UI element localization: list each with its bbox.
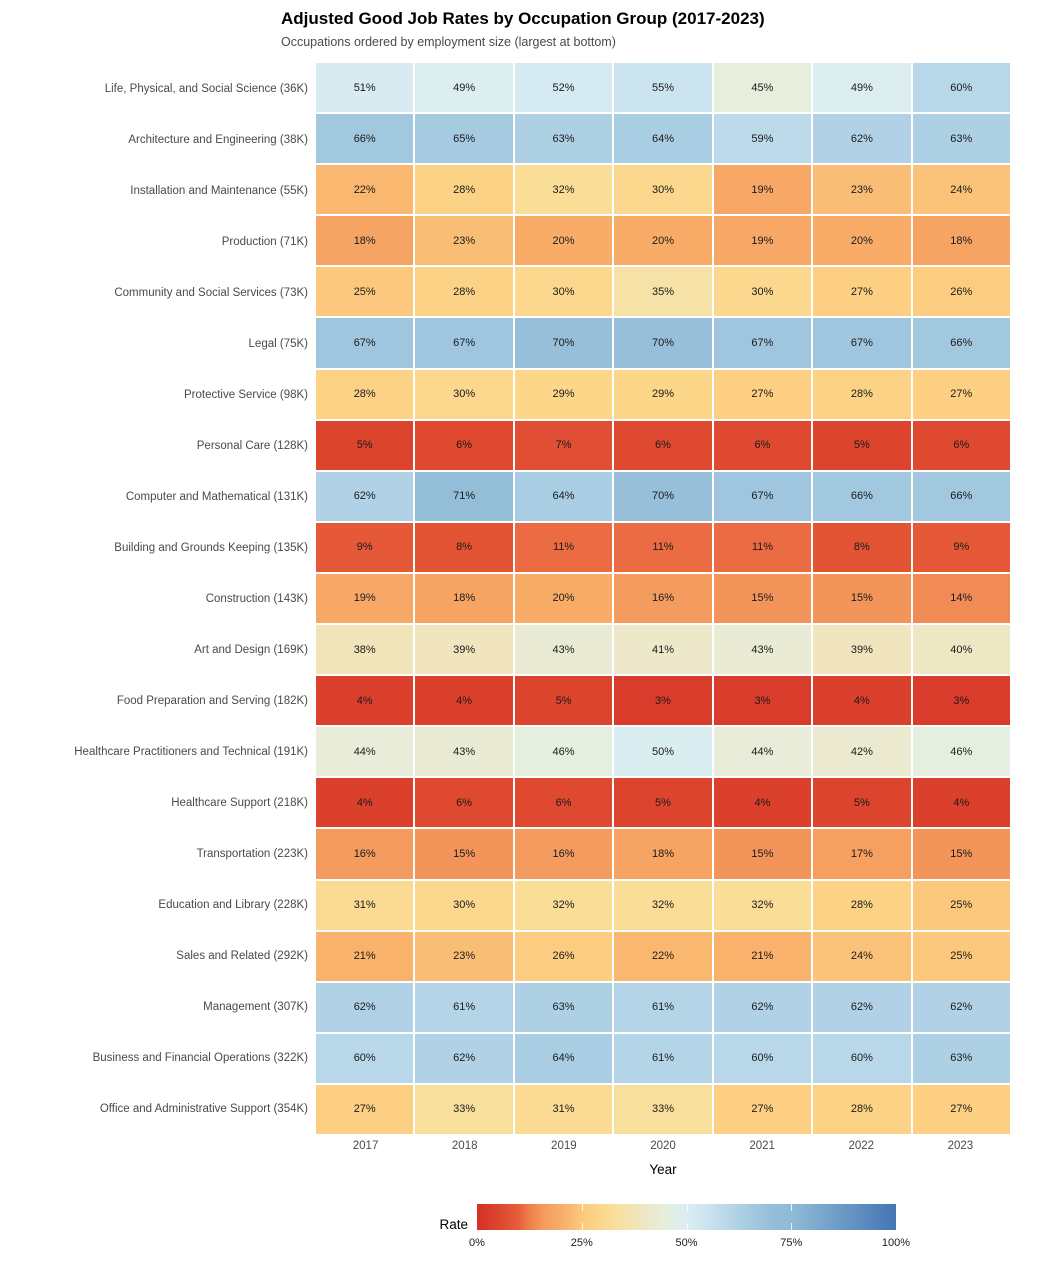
legend-tickmark — [791, 1204, 792, 1211]
heatmap-cell: 32% — [515, 165, 612, 214]
heatmap-cell: 44% — [316, 727, 413, 776]
heatmap-cell: 15% — [714, 574, 811, 623]
heatmap-cell: 15% — [415, 829, 512, 878]
heatmap-cell: 42% — [813, 727, 910, 776]
heatmap-cell: 44% — [714, 727, 811, 776]
heatmap-cell: 49% — [813, 63, 910, 112]
heatmap-cell: 31% — [316, 881, 413, 930]
heatmap-cell: 8% — [415, 523, 512, 572]
heatmap-cell: 16% — [515, 829, 612, 878]
heatmap-cell: 4% — [714, 778, 811, 827]
row-label: Management (307K) — [203, 1000, 308, 1013]
heatmap-cell: 62% — [316, 472, 413, 521]
heatmap-cell: 6% — [415, 421, 512, 470]
heatmap-cell: 43% — [515, 625, 612, 674]
row-label: Building and Grounds Keeping (135K) — [114, 541, 308, 554]
heatmap-cell: 17% — [813, 829, 910, 878]
heatmap-cell: 3% — [614, 676, 711, 725]
heatmap-cell: 52% — [515, 63, 612, 112]
heatmap-cell: 4% — [316, 676, 413, 725]
heatmap-cell: 18% — [614, 829, 711, 878]
heatmap-cell: 66% — [316, 114, 413, 163]
row-label: Legal (75K) — [248, 337, 308, 350]
row-label: Office and Administrative Support (354K) — [99, 1102, 308, 1115]
heatmap-cell: 67% — [813, 318, 910, 367]
heatmap-cell: 70% — [515, 318, 612, 367]
x-tick-label: 2023 — [947, 1140, 974, 1152]
heatmap-cell: 33% — [415, 1085, 512, 1134]
row-label: Community and Social Services (73K) — [114, 286, 308, 299]
heatmap-cell: 14% — [913, 574, 1010, 623]
heatmap-cell: 5% — [316, 421, 413, 470]
legend-tick-label: 25% — [570, 1237, 593, 1249]
x-tick-label: 2018 — [451, 1140, 478, 1152]
heatmap-cell: 18% — [316, 216, 413, 265]
heatmap-cell: 19% — [316, 574, 413, 623]
heatmap-cell: 38% — [316, 625, 413, 674]
heatmap-cell: 67% — [316, 318, 413, 367]
x-tick-label: 2022 — [848, 1140, 875, 1152]
heatmap-cell: 61% — [614, 983, 711, 1032]
heatmap-cell: 39% — [415, 625, 512, 674]
heatmap-cell: 39% — [813, 625, 910, 674]
heatmap-cell: 46% — [913, 727, 1010, 776]
heatmap-cell: 27% — [316, 1085, 413, 1134]
heatmap-cell: 20% — [614, 216, 711, 265]
heatmap-cell: 67% — [415, 318, 512, 367]
heatmap-cell: 71% — [415, 472, 512, 521]
heatmap-cell: 16% — [614, 574, 711, 623]
row-label: Art and Design (169K) — [194, 643, 308, 656]
heatmap-cell: 20% — [515, 574, 612, 623]
heatmap-cell: 16% — [316, 829, 413, 878]
heatmap-cell: 64% — [614, 114, 711, 163]
heatmap-cell: 5% — [614, 778, 711, 827]
heatmap-cell: 6% — [614, 421, 711, 470]
heatmap-cell: 32% — [614, 881, 711, 930]
heatmap-cell: 61% — [614, 1034, 711, 1083]
heatmap-cell: 66% — [813, 472, 910, 521]
legend-tick-label: 100% — [881, 1237, 911, 1249]
row-label: Education and Library (228K) — [158, 898, 308, 911]
heatmap-cell: 11% — [714, 523, 811, 572]
heatmap-cell: 59% — [714, 114, 811, 163]
heatmap-cell: 28% — [415, 267, 512, 316]
row-label: Transportation (223K) — [196, 847, 308, 860]
heatmap-cell: 15% — [913, 829, 1010, 878]
heatmap-cell: 4% — [813, 676, 910, 725]
legend-tickmark — [582, 1223, 583, 1230]
heatmap-cell: 66% — [913, 318, 1010, 367]
heatmap-cell: 62% — [415, 1034, 512, 1083]
heatmap-cell: 9% — [913, 523, 1010, 572]
heatmap-cell: 41% — [614, 625, 711, 674]
heatmap-cell: 25% — [913, 881, 1010, 930]
legend-title: Rate — [439, 1217, 468, 1232]
heatmap-cell: 5% — [813, 421, 910, 470]
heatmap-cell: 32% — [714, 881, 811, 930]
heatmap-cell: 62% — [813, 983, 910, 1032]
heatmap-cell: 64% — [515, 472, 612, 521]
heatmap-cell: 63% — [515, 114, 612, 163]
heatmap-cell: 67% — [714, 472, 811, 521]
heatmap-cell: 60% — [913, 63, 1010, 112]
heatmap-cell: 27% — [714, 370, 811, 419]
heatmap-cell: 4% — [913, 778, 1010, 827]
heatmap-cell: 21% — [714, 932, 811, 981]
heatmap-cell: 27% — [913, 1085, 1010, 1134]
row-label: Installation and Maintenance (55K) — [130, 184, 308, 197]
heatmap-cell: 46% — [515, 727, 612, 776]
heatmap-cell: 60% — [316, 1034, 413, 1083]
heatmap-cell: 66% — [913, 472, 1010, 521]
heatmap-cell: 43% — [415, 727, 512, 776]
heatmap-cell: 21% — [316, 932, 413, 981]
heatmap-cell: 35% — [614, 267, 711, 316]
heatmap-cell: 5% — [813, 778, 910, 827]
heatmap-cell: 64% — [515, 1034, 612, 1083]
row-label: Personal Care (128K) — [196, 439, 308, 452]
heatmap-cell: 33% — [614, 1085, 711, 1134]
heatmap-cell: 6% — [415, 778, 512, 827]
heatmap-cell: 29% — [515, 370, 612, 419]
row-label: Business and Financial Operations (322K) — [92, 1051, 308, 1064]
heatmap-cell: 49% — [415, 63, 512, 112]
heatmap-cell: 24% — [913, 165, 1010, 214]
heatmap-cell: 8% — [813, 523, 910, 572]
heatmap-cell: 9% — [316, 523, 413, 572]
heatmap-cell: 63% — [913, 114, 1010, 163]
heatmap-cell: 11% — [614, 523, 711, 572]
heatmap-cell: 43% — [714, 625, 811, 674]
heatmap-cell: 5% — [515, 676, 612, 725]
heatmap-cell: 63% — [515, 983, 612, 1032]
row-label: Architecture and Engineering (38K) — [128, 133, 308, 146]
heatmap-cell: 67% — [714, 318, 811, 367]
heatmap-cell: 27% — [714, 1085, 811, 1134]
heatmap-cell: 28% — [813, 370, 910, 419]
x-tick-label: 2021 — [749, 1140, 775, 1152]
x-tick-label: 2019 — [551, 1140, 577, 1152]
row-label: Life, Physical, and Social Science (36K) — [104, 82, 308, 95]
heatmap-cell: 15% — [714, 829, 811, 878]
heatmap-cell: 6% — [913, 421, 1010, 470]
row-label: Food Preparation and Serving (182K) — [116, 694, 308, 707]
heatmap-cell: 30% — [614, 165, 711, 214]
x-axis-labels — [316, 1140, 1010, 1152]
heatmap-cell: 4% — [415, 676, 512, 725]
heatmap-cell: 11% — [515, 523, 612, 572]
heatmap-cell: 3% — [714, 676, 811, 725]
heatmap-cell: 23% — [813, 165, 910, 214]
heatmap-cell: 27% — [913, 370, 1010, 419]
heatmap-cell: 25% — [913, 932, 1010, 981]
heatmap-cell: 28% — [316, 370, 413, 419]
heatmap-cell: 25% — [316, 267, 413, 316]
heatmap-cell: 15% — [813, 574, 910, 623]
heatmap-cell: 19% — [714, 216, 811, 265]
legend-tickmark — [791, 1223, 792, 1230]
row-label: Construction (143K) — [205, 592, 308, 605]
heatmap-cell: 30% — [415, 881, 512, 930]
heatmap-cell: 23% — [415, 216, 512, 265]
x-tick-label: 2020 — [650, 1140, 676, 1152]
heatmap-cell: 22% — [316, 165, 413, 214]
heatmap-cell: 23% — [415, 932, 512, 981]
heatmap-cell: 32% — [515, 881, 612, 930]
legend-tick-label: 50% — [675, 1237, 698, 1249]
legend — [0, 1204, 1056, 1259]
row-label: Healthcare Support (218K) — [171, 796, 308, 809]
heatmap-cell: 22% — [614, 932, 711, 981]
heatmap-cell: 61% — [415, 983, 512, 1032]
row-label: Healthcare Practitioners and Technical (191K) — [74, 745, 308, 758]
x-tick-label: 2017 — [352, 1140, 379, 1152]
heatmap-cell: 26% — [913, 267, 1010, 316]
heatmap-cell: 18% — [913, 216, 1010, 265]
heatmap-cell: 27% — [813, 267, 910, 316]
heatmap-cell: 51% — [316, 63, 413, 112]
heatmap-cell: 30% — [515, 267, 612, 316]
heatmap-panel — [316, 63, 1010, 1134]
heatmap-cell: 60% — [813, 1034, 910, 1083]
heatmap-cell: 65% — [415, 114, 512, 163]
heatmap-cell: 7% — [515, 421, 612, 470]
heatmap-cell: 30% — [415, 370, 512, 419]
heatmap-cell: 60% — [714, 1034, 811, 1083]
heatmap-cell: 18% — [415, 574, 512, 623]
heatmap-cell: 62% — [913, 983, 1010, 1032]
heatmap-cell: 6% — [515, 778, 612, 827]
heatmap-cell: 31% — [515, 1085, 612, 1134]
chart-subtitle: Occupations ordered by employment size (largest at bottom) — [281, 35, 616, 49]
heatmap-cell: 28% — [415, 165, 512, 214]
heatmap-cell: 40% — [913, 625, 1010, 674]
heatmap-cell: 30% — [714, 267, 811, 316]
chart-title: Adjusted Good Job Rates by Occupation Group (2017-2023) — [281, 9, 765, 28]
heatmap-cell: 20% — [813, 216, 910, 265]
heatmap-cell: 26% — [515, 932, 612, 981]
heatmap-cell: 29% — [614, 370, 711, 419]
heatmap-cell: 28% — [813, 881, 910, 930]
x-axis-title: Year — [649, 1162, 677, 1177]
heatmap-cell: 62% — [316, 983, 413, 1032]
heatmap-cell: 50% — [614, 727, 711, 776]
heatmap-cell: 70% — [614, 318, 711, 367]
heatmap-cell: 63% — [913, 1034, 1010, 1083]
heatmap-cell: 55% — [614, 63, 711, 112]
row-label: Computer and Mathematical (131K) — [125, 490, 308, 503]
legend-tickmark — [687, 1204, 688, 1211]
heatmap-cell: 6% — [714, 421, 811, 470]
heatmap-cell: 45% — [714, 63, 811, 112]
legend-tickmark — [582, 1204, 583, 1211]
heatmap-cell: 19% — [714, 165, 811, 214]
heatmap-cell: 28% — [813, 1085, 910, 1134]
legend-tick-label: 75% — [780, 1237, 803, 1249]
heatmap-cell: 24% — [813, 932, 910, 981]
heatmap-cell: 62% — [813, 114, 910, 163]
heatmap-cell: 70% — [614, 472, 711, 521]
heatmap-cell: 3% — [913, 676, 1010, 725]
heatmap-cell: 62% — [714, 983, 811, 1032]
row-label: Production (71K) — [221, 235, 308, 248]
heatmap-cell: 20% — [515, 216, 612, 265]
row-label: Protective Service (98K) — [184, 388, 308, 401]
heatmap-cell: 4% — [316, 778, 413, 827]
legend-tickmark — [687, 1223, 688, 1230]
y-axis-labels — [0, 63, 308, 1134]
row-label: Sales and Related (292K) — [176, 949, 308, 962]
legend-tick-label: 0% — [469, 1237, 485, 1249]
